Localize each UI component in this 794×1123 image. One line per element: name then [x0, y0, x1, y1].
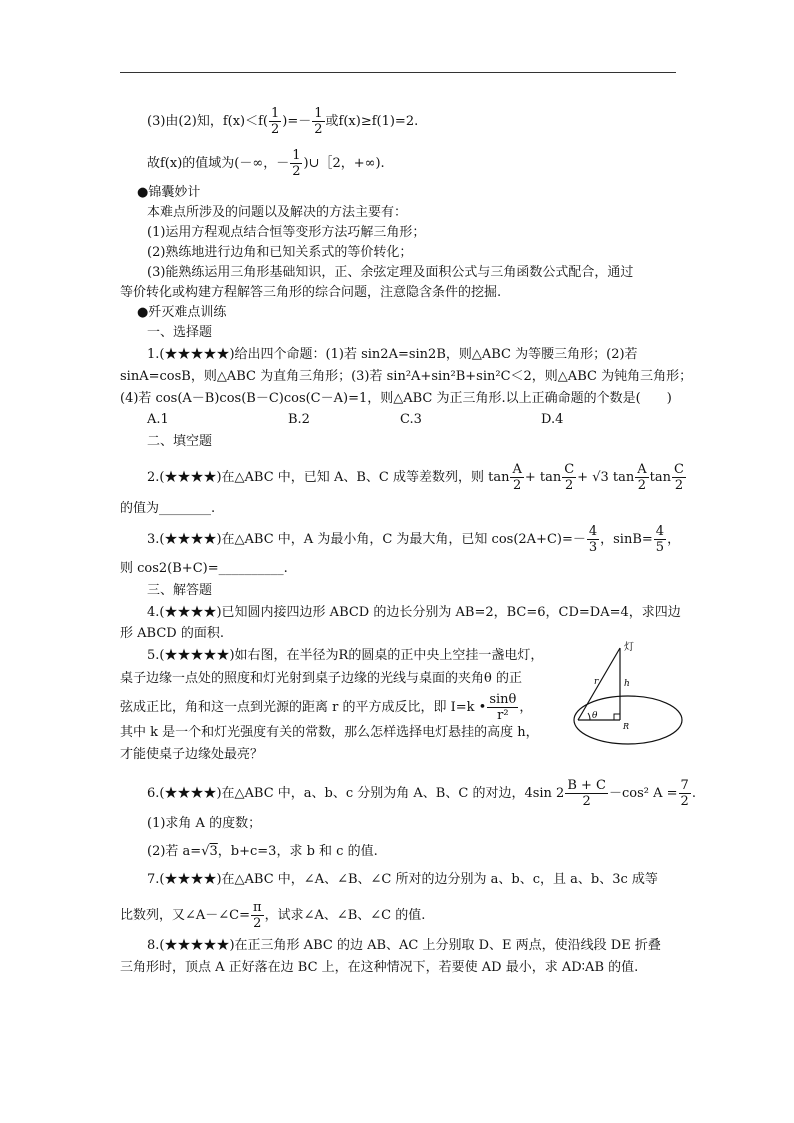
- part3-line: [147, 106, 418, 137]
- q1-option-d: D.4: [541, 412, 564, 427]
- text: + tan: [524, 470, 562, 485]
- numerator: 4: [655, 524, 665, 539]
- denominator: 2: [674, 478, 684, 493]
- q2-line1: [147, 462, 687, 493]
- q1-option-c: C.3: [400, 412, 422, 427]
- fraction: [654, 524, 666, 555]
- fraction: [510, 462, 523, 493]
- numerator: C: [673, 462, 684, 477]
- q1-line1: 1.(★★★★★)给出四个命题：(1)若 sin2A=sin2B，则△ABC 为等腰三角形；(2)若: [147, 347, 638, 362]
- q1-line2: sinA=cosB，则△ABC 为直角三角形；(3)若 sin²A+sin²B+sin²C＜2，则△ABC 为钝角三角形；: [120, 369, 693, 384]
- fraction: [587, 524, 599, 555]
- q1-line3: (4)若 cos(A－B)cos(B－C)cos(C－A)=1，则△ABC 为正三角形.以上正确命题的个数是( ): [120, 391, 672, 406]
- denominator: 2: [565, 478, 574, 493]
- denominator: 5: [655, 540, 665, 555]
- tips-item-3a: (3)能熟练运用三角形基础知识，正、余弦定理及面积公式与三角函数公式配合，通过: [147, 265, 634, 280]
- R-label: R: [623, 722, 630, 731]
- denominator: 2: [314, 122, 323, 137]
- q4-line1: 4.(★★★★)已知圆内接四边形 ABCD 的边长分别为 AB=2，BC=6，CD=DA=4，求四边: [147, 605, 681, 620]
- denominator: 3: [588, 540, 598, 555]
- range-line: [147, 148, 385, 179]
- theta-arc: [588, 713, 590, 720]
- text: 故f(x)的值域为(－∞，－: [147, 156, 290, 171]
- text: (2)若 a=: [147, 844, 202, 859]
- denominator: 2: [513, 478, 522, 493]
- header-rule: [120, 72, 676, 73]
- q4-line2: 形 ABCD 的面积.: [120, 626, 224, 641]
- q5-line4: 其中 k 是一个和灯光强度有关的常数，那么怎样选择电灯悬挂的高度 h，: [120, 725, 539, 740]
- text: ，: [519, 700, 533, 715]
- text: ，b+c=3，求 b 和 c 的值.: [217, 844, 378, 859]
- tips-item-2: (2)熟练地进行边角和已知关系式的等价转化；: [147, 245, 413, 260]
- text: ，试求∠A、∠B、∠C 的值.: [264, 908, 426, 923]
- numerator: C: [564, 462, 575, 477]
- fraction: [672, 462, 686, 493]
- text: 2.(★★★★)在△ABC 中，已知 A、B、C 成等差数列，则 tan: [147, 470, 510, 485]
- numerator: sinθ: [489, 692, 517, 707]
- section-answer: 三、解答题: [147, 583, 213, 598]
- numerator: A: [512, 462, 522, 477]
- denominator: 2: [582, 794, 591, 809]
- q8-line1: 8.(★★★★★)在正三角形 ABC 的边 AB、AC 上分别取 D、E 两点，使沿线段 DE 折叠: [147, 938, 661, 953]
- numerator: 1: [314, 106, 323, 121]
- tips-item-3b: 等价转化或构建方程解答三角形的综合问题，注意隐含条件的挖掘.: [120, 285, 502, 300]
- fraction: [487, 692, 518, 723]
- fraction: [312, 106, 324, 137]
- denominator: 2: [271, 122, 280, 137]
- text: 比数列，又∠A－∠C=: [120, 908, 251, 923]
- numerator: A: [637, 462, 647, 477]
- fraction: [562, 462, 576, 493]
- text: .: [691, 786, 696, 801]
- q1-option-a: A.1: [147, 412, 169, 427]
- radicand: 3: [209, 844, 218, 859]
- text: ，: [667, 532, 681, 547]
- q5-line2: 桌子边缘一点处的照度和灯光射到桌子边缘的光线与桌面的夹角θ 的正: [120, 671, 522, 686]
- fraction: [269, 106, 281, 137]
- text: 3.(★★★★)在△ABC 中，A 为最小角，C 为最大角，已知 cos(2A+C)=－: [147, 532, 586, 547]
- lamp-table-figure: [572, 636, 692, 748]
- numerator: 7: [680, 778, 689, 793]
- text: + √3 tan: [577, 470, 635, 485]
- q7-line1: 7.(★★★★)在△ABC 中，∠A、∠B、∠C 所对的边分别为 a、b、c，且 a、b、3c 成等: [147, 872, 658, 887]
- lamp-label: 灯: [624, 642, 634, 653]
- fraction: [565, 778, 608, 809]
- numerator: π: [253, 900, 262, 915]
- q5-line5: 才能使桌子边缘处最亮？: [120, 747, 264, 762]
- r-label: r: [594, 677, 599, 687]
- right-angle-mark: [614, 714, 620, 720]
- tips-intro: 本难点所涉及的问题以及解决的方法主要有：: [147, 205, 408, 220]
- text: tan: [649, 470, 671, 485]
- q1-option-b: B.2: [288, 412, 310, 427]
- text: －cos² A =: [609, 786, 678, 801]
- denominator: 2: [637, 478, 647, 493]
- q6-line1: [147, 778, 696, 809]
- text: )∪［2，+∞).: [303, 156, 385, 171]
- numerator: 4: [588, 524, 598, 539]
- numerator: 1: [292, 148, 301, 163]
- fraction: [635, 462, 648, 493]
- section-choice: 一、选择题: [147, 325, 213, 340]
- training-heading: ●歼灭难点训练: [137, 305, 227, 320]
- text: 6.(★★★★)在△ABC 中，a、b、c 分别为角 A、B、C 的对边，4sin 2: [147, 786, 565, 801]
- text: ，sinB=: [600, 532, 653, 547]
- denominator: 2: [680, 794, 689, 809]
- h-label: h: [624, 679, 630, 689]
- q5-line1: 5.(★★★★★)如右图，在半径为R的圆桌的正中央上空挂一盏电灯，: [147, 648, 544, 663]
- q6-sub2: (2)若 a=√3，b+c=3，求 b 和 c 的值.: [147, 844, 378, 859]
- theta-label: θ: [592, 711, 598, 721]
- denominator: 2: [292, 164, 301, 179]
- q7-line2: [120, 900, 425, 931]
- fraction: [679, 778, 691, 809]
- q3-line1: [147, 524, 680, 555]
- fraction: [290, 148, 302, 179]
- numerator: 1: [271, 106, 280, 121]
- text: (3)由(2)知，f(x)＜f(: [147, 114, 268, 129]
- q8-line2: 三角形时，顶点 A 正好落在边 BC 上，在这种情况下，若要使 AD 最小，求 AD∶AB 的值.: [120, 960, 639, 975]
- light-ray-line: [578, 648, 620, 720]
- tips-heading: ●锦囊妙计: [137, 185, 201, 200]
- text: 弦成正比，角和这一点到光源的距离 r 的平方成反比，即 I=k •: [120, 700, 487, 715]
- q5-line3: [120, 692, 532, 723]
- fraction: [251, 900, 264, 931]
- denominator: 2: [253, 916, 262, 931]
- q3-tail: 则 cos2(B+C)=__________.: [120, 561, 288, 576]
- q2-tail: 的值为________.: [120, 501, 216, 516]
- text: 或f(x)≥f(1)=2.: [325, 114, 419, 129]
- q6-sub1: (1)求角 A 的度数；: [147, 816, 262, 831]
- tips-item-1: (1)运用方程观点结合恒等变形方法巧解三角形；: [147, 225, 426, 240]
- text: )=－: [282, 114, 312, 129]
- numerator: B + C: [567, 778, 606, 793]
- denominator: r²: [497, 708, 509, 723]
- section-fill: 二、填空题: [147, 434, 213, 449]
